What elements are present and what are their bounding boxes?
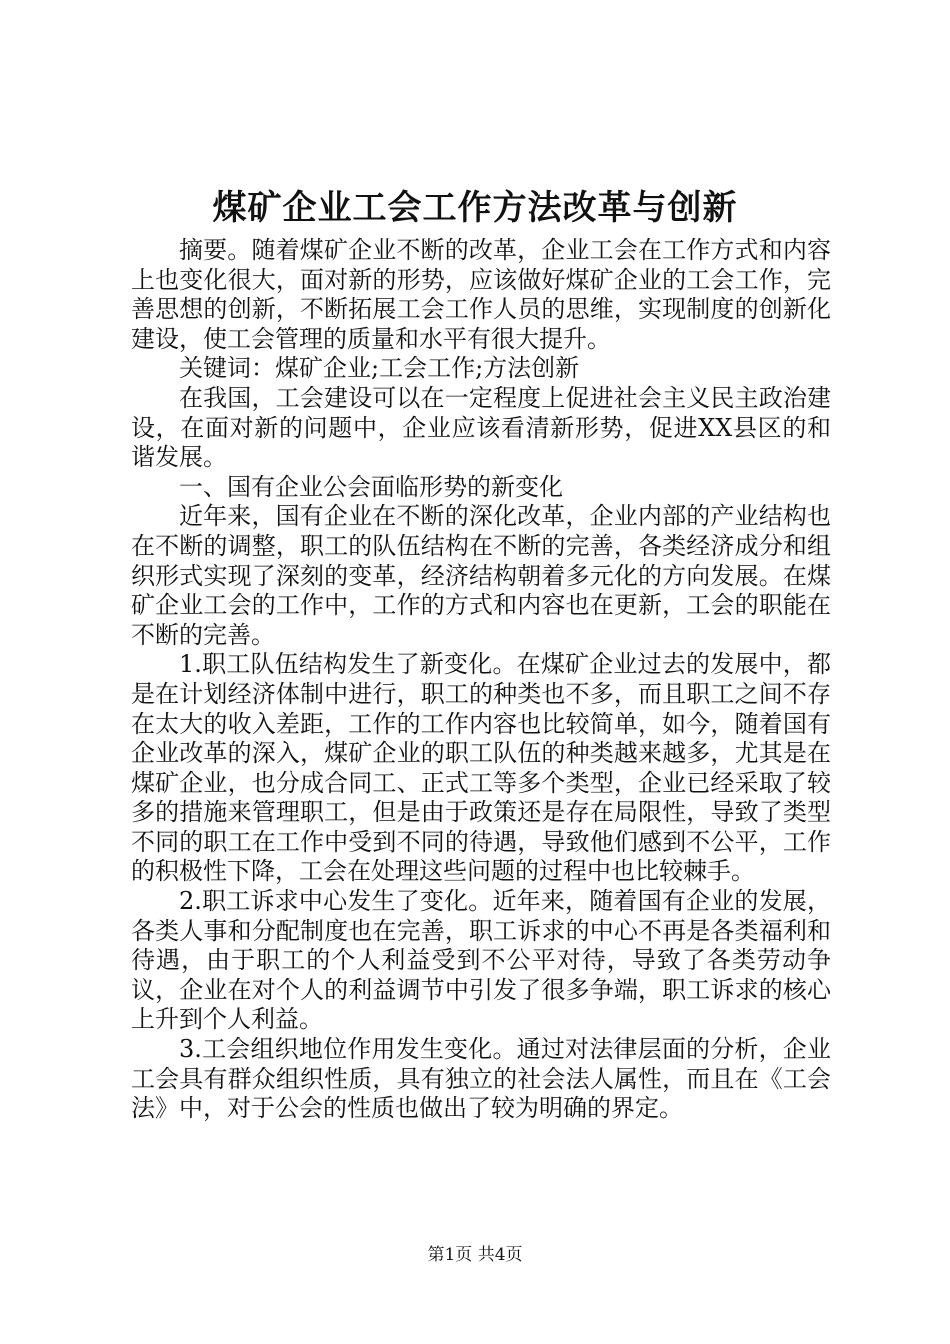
body-paragraph: 3.工会组织地位作用发生变化。通过对法律层面的分析，企业工会具有群众组织性质，具有独立的社会法人属性，而且在《工会法》中，对于公会的性质也做出了较为明确的界定。: [131, 1035, 831, 1123]
page-number-footer: 第1页 共4页: [427, 1245, 523, 1265]
keywords-paragraph: 关键词：煤矿企业;工会工作;方法创新: [179, 354, 580, 383]
body-paragraph: 2.职工诉求中心发生了变化。近年来，随着国有企业的发展，各类人事和分配制度也在完善，职工诉求的中心不再是各类福利和待遇，由于职工的个人利益受到不公平对待，导致了各类劳动争议，企业在对个人的利益调节中引发了很多争端，职工诉求的核心上升到个人利益。: [131, 887, 831, 1034]
abstract-paragraph: 摘要。随着煤矿企业不断的改革，企业工会在工作方式和内容上也变化很大，面对新的形势，应该做好煤矿企业的工会工作，完善思想的创新，不断拓展工会工作人员的思维，实现制度的创新化建设，使工会管理的质量和水平有很大提升。: [131, 236, 831, 353]
body-paragraph: 1.职工队伍结构发生了新变化。在煤矿企业过去的发展中，都是在计划经济体制中进行，职工的种类也不多，而且职工之间不存在太大的收入差距，工作的工作内容也比较简单，如今，随着国有企业改革的深入，煤矿企业的职工队伍的种类越来越多，尤其是在煤矿企业，也分成合同工、正式工等多个类型，企业已经采取了较多的措施来管理职工，但是由于政策还是存在局限性，导致了类型不同的职工在工作中受到不同的待遇，导致他们感到不公平，工作的积极性下降，工会在处理这些问题的过程中也比较棘手。: [131, 650, 831, 886]
document-title: 煤矿企业工会工作方法改革与创新: [212, 188, 738, 228]
document-body: [131, 236, 831, 1124]
intro-paragraph: 在我国，工会建设可以在一定程度上促进社会主义民主政治建设，在面对新的问题中，企业应该看清新形势，促进XX县区的和谐发展。: [131, 383, 831, 472]
body-paragraph: 近年来，国有企业在不断的深化改革，企业内部的产业结构也在不断的调整，职工的队伍结构在不断的完善，各类经济成分和组织形式实现了深刻的变革，经济结构朝着多元化的方向发展。在煤矿企业工会的工作中，工作的方式和内容也在更新，工会的职能在不断的完善。: [131, 502, 831, 649]
section-heading: 一、国有企业公会面临形势的新变化: [179, 472, 563, 501]
